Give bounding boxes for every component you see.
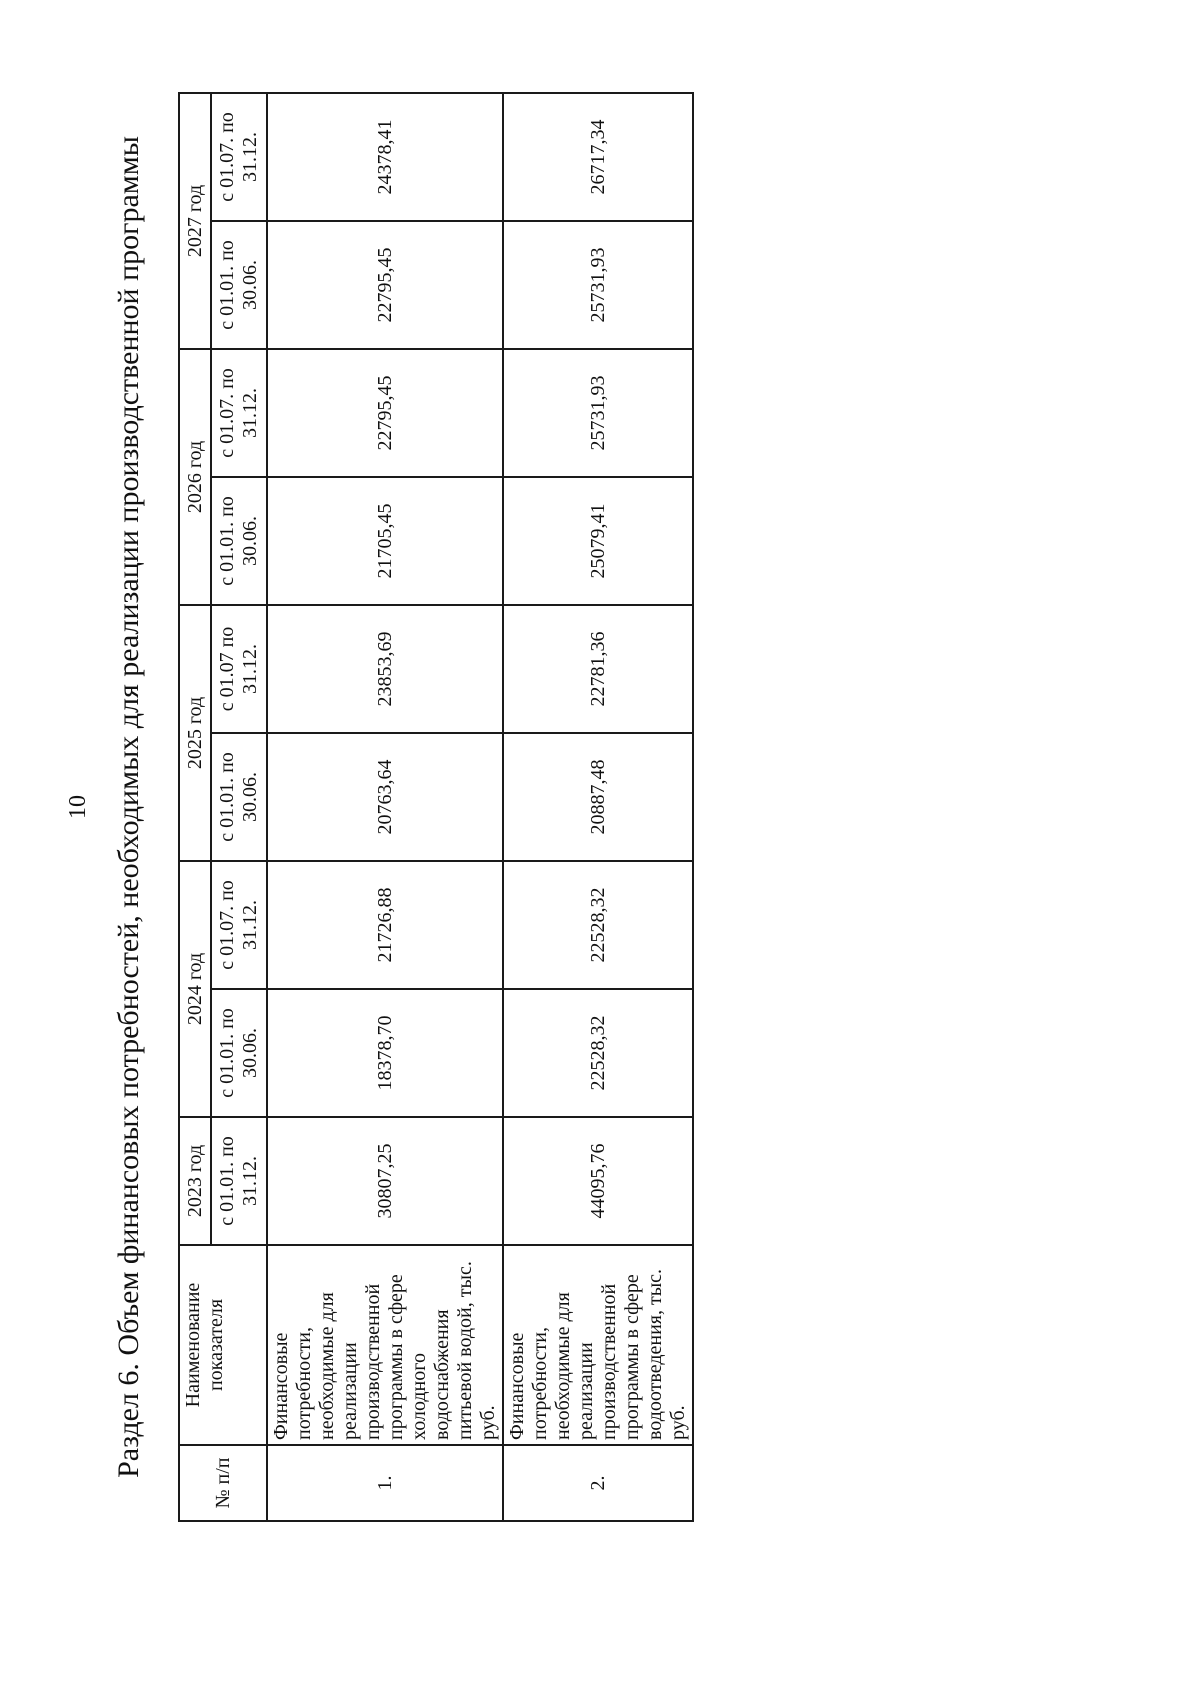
header-period: с 01.01. по 30.06. — [211, 221, 267, 349]
page-number: 10 — [65, 795, 91, 819]
header-period: с 01.01. по 30.06. — [211, 477, 267, 605]
value-cell: 21726,88 — [267, 861, 503, 989]
value-cell: 22528,32 — [503, 861, 693, 989]
value-cell: 20887,48 — [503, 733, 693, 861]
value-cell: 23853,69 — [267, 605, 503, 733]
financial-needs-table — [178, 92, 694, 1522]
header-period: с 01.07 по 31.12. — [211, 605, 267, 733]
value-cell: 25731,93 — [503, 349, 693, 477]
value-cell: 26717,34 — [503, 93, 693, 221]
value-cell: 20763,64 — [267, 733, 503, 861]
value-cell: 22528,32 — [503, 989, 693, 1117]
row-number: 1. — [267, 1445, 503, 1521]
header-year: 2026 год — [179, 349, 211, 605]
table-header-row — [179, 93, 211, 1521]
value-cell: 44095,76 — [503, 1117, 693, 1245]
value-cell: 21705,45 — [267, 477, 503, 605]
header-num: № п/п — [179, 1445, 267, 1521]
row-number: 2. — [503, 1445, 693, 1521]
section-title: Раздел 6. Объем финансовых потребностей, необходимых для реализации производственной программы — [112, 136, 145, 1478]
row-indicator-name: Финансовые потребности, необходимые для реализации производственной программы в сфере холодного водоснабжения питьевой водой, тыс. руб. — [267, 1245, 503, 1445]
value-cell: 30807,25 — [267, 1117, 503, 1245]
value-cell: 22795,45 — [267, 221, 503, 349]
row-indicator-name: Финансовые потребности, необходимые для реализации производственной программы в сфере водоотведения, тыс. руб. — [503, 1245, 693, 1445]
header-year: 2025 год — [179, 605, 211, 861]
value-cell: 25731,93 — [503, 221, 693, 349]
value-cell: 24378,41 — [267, 93, 503, 221]
header-year: 2024 год — [179, 861, 211, 1117]
value-cell: 22795,45 — [267, 349, 503, 477]
header-indicator-name: Наименование показателя — [179, 1245, 267, 1445]
value-cell: 25079,41 — [503, 477, 693, 605]
header-period: с 01.07. по 31.12. — [211, 349, 267, 477]
header-period: с 01.01. по 30.06. — [211, 733, 267, 861]
rotated-page-content — [65, 92, 689, 1522]
header-year: 2023 год — [179, 1117, 211, 1245]
table-row — [267, 93, 503, 1521]
header-year: 2027 год — [179, 93, 211, 349]
value-cell: 22781,36 — [503, 605, 693, 733]
header-period: с 01.07. по 31.12. — [211, 861, 267, 989]
value-cell: 18378,70 — [267, 989, 503, 1117]
header-period: с 01.01. по 30.06. — [211, 989, 267, 1117]
table-row — [503, 93, 693, 1521]
header-period: с 01.07. по 31.12. — [211, 93, 267, 221]
header-period: с 01.01. по 31.12. — [211, 1117, 267, 1245]
